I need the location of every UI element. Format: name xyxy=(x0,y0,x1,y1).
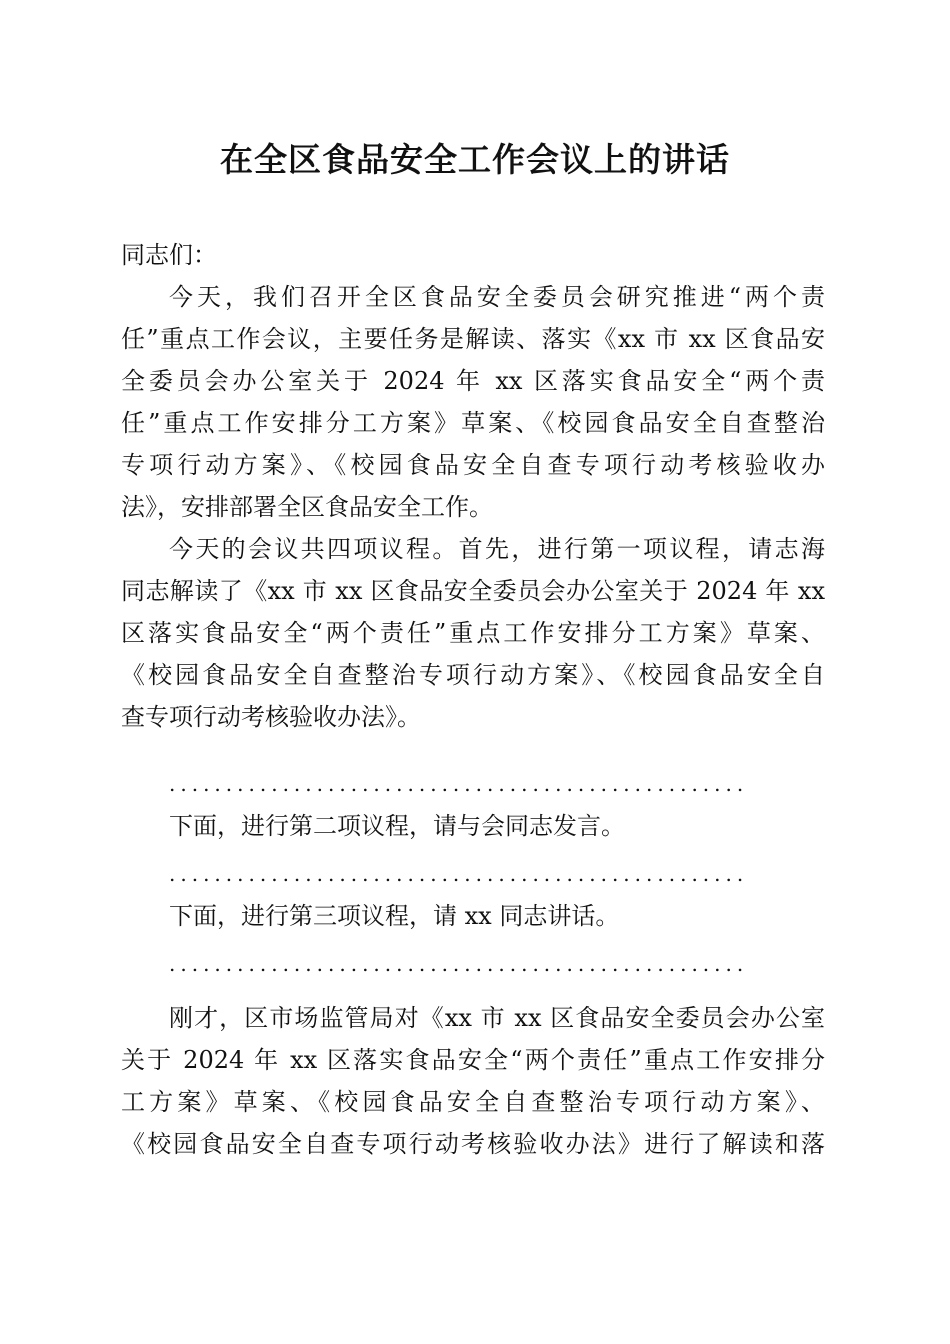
paragraph-line: 《校园食品安全自查整治专项行动方案》、《校园食品安全自 xyxy=(121,661,825,689)
paragraph-line: 今天的会议共四项议程。首先，进行第一项议程，请志海 xyxy=(169,535,825,563)
ellipsis-separator: ................................................... xyxy=(169,772,749,796)
paragraph-line: 查专项行动考核验收办法》。 xyxy=(121,703,421,731)
paragraph-line: 今天，我们召开全区食品安全委员会研究推进“两个责 xyxy=(169,283,825,311)
ellipsis-separator: ................................................... xyxy=(169,952,749,976)
paragraph-line: 同志解读了《xx 市 xx 区食品安全委员会办公室关于 2024 年 xx xyxy=(121,577,825,605)
paragraph-line: 《校园食品安全自查专项行动考核验收办法》进行了解读和落 xyxy=(121,1130,825,1158)
paragraph-line: 区落实食品安全“两个责任”重点工作安排分工方案》草案、 xyxy=(121,619,825,647)
paragraph-line: 任”重点工作安排分工方案》草案、《校园食品安全自查整治 xyxy=(121,409,825,437)
document-body xyxy=(121,234,825,1165)
agenda-item-2: 下面，进行第二项议程，请与会同志发言。 xyxy=(169,812,625,840)
document-title: 在全区食品安全工作会议上的讲话 xyxy=(220,140,730,179)
salutation: 同志们： xyxy=(121,241,217,269)
paragraph-summary xyxy=(121,997,825,1165)
paragraph-line: 关于 2024 年 xx 区落实食品安全“两个责任”重点工作安排分 xyxy=(121,1046,825,1074)
paragraph-line: 专项行动方案》、《校园食品安全自查专项行动考核验收办 xyxy=(121,451,825,479)
paragraph-line: 全委员会办公室关于 2024 年 xx 区落实食品安全“两个责 xyxy=(121,367,825,395)
paragraph-line: 工方案》草案、《校园食品安全自查整治专项行动方案》、 xyxy=(121,1088,825,1116)
ellipsis-separator: ................................................... xyxy=(169,862,749,886)
agenda-item-3: 下面，进行第三项议程，请 xx 同志讲话。 xyxy=(169,902,620,930)
paragraph-agenda xyxy=(121,528,825,738)
paragraph-opening xyxy=(121,276,825,528)
paragraph-line: 任”重点工作会议，主要任务是解读、落实《xx 市 xx 区食品安 xyxy=(121,325,825,353)
paragraph-line: 刚才，区市场监管局对《xx 市 xx 区食品安全委员会办公室 xyxy=(169,1004,825,1032)
paragraph-line: 法》，安排部署全区食品安全工作。 xyxy=(121,493,493,521)
